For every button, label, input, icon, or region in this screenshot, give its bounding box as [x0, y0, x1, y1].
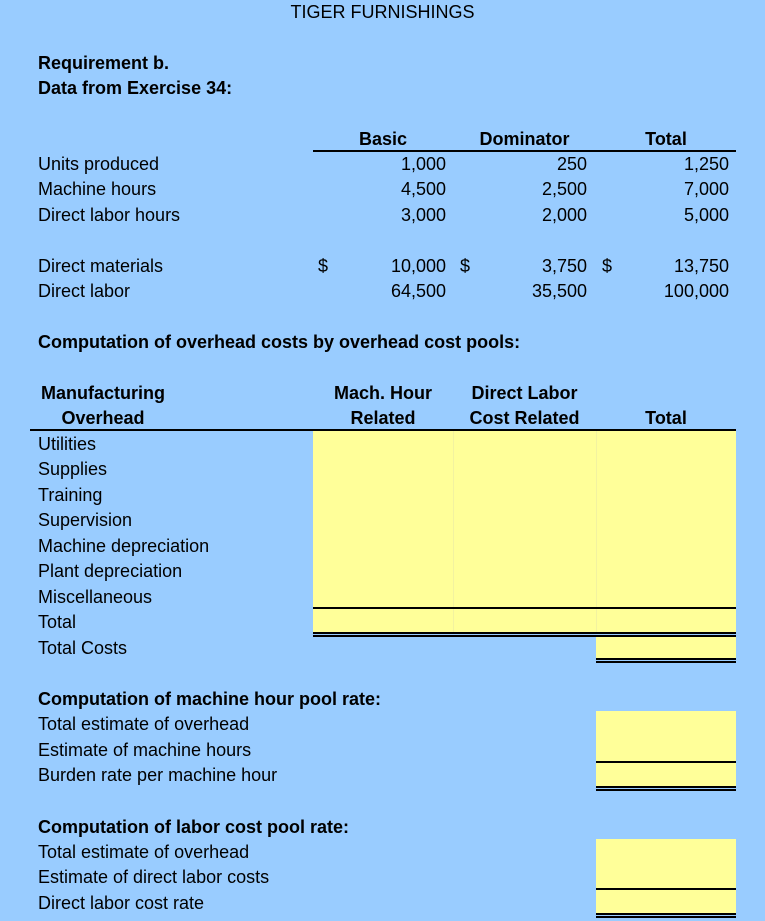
machine-rate-title: Computation of machine hour pool rate: — [38, 689, 381, 709]
dl-header-line1: Direct Labor — [471, 383, 578, 403]
machine-rate-row: Burden rate per machine hour — [38, 765, 278, 785]
cell-dominator: 35,500 — [531, 281, 587, 301]
overhead-section-title: Computation of overhead costs by overhead cost pools: — [38, 332, 521, 352]
row-label: Direct labor — [38, 281, 131, 301]
cell-dominator: 250 — [556, 154, 587, 174]
mfg-header-line1: Manufacturing — [41, 383, 165, 403]
requirement-label: Requirement b. — [38, 53, 170, 73]
total-costs-double-line — [596, 658, 736, 663]
data-source-label: Data from Exercise 34: — [38, 78, 233, 98]
cell-dominator: 3,750 — [541, 256, 587, 276]
currency-symbol: $ — [602, 256, 613, 276]
cell-basic: 4,500 — [400, 179, 446, 199]
labor-rate-row: Direct labor cost rate — [38, 893, 205, 913]
currency-symbol: $ — [318, 256, 329, 276]
header-underline — [313, 150, 736, 152]
cell-total: 1,250 — [683, 154, 729, 174]
cell-basic: 1,000 — [400, 154, 446, 174]
cell-total: 5,000 — [683, 205, 729, 225]
col-header-basic: Basic — [358, 129, 408, 149]
list-item: Miscellaneous — [38, 587, 153, 607]
grid-divider — [453, 431, 454, 607]
machine-rate-double-line — [596, 786, 736, 791]
labor-rate-row: Estimate of direct labor costs — [38, 867, 270, 887]
total-costs-label: Total Costs — [38, 638, 128, 658]
dl-header-line2: Cost Related — [469, 408, 580, 428]
row-label: Direct materials — [38, 256, 164, 276]
page-title: TIGER FURNISHINGS — [290, 2, 475, 22]
overhead-total-label: Total — [38, 612, 77, 632]
row-label: Direct labor hours — [38, 205, 181, 225]
overhead-total-input[interactable] — [313, 609, 736, 632]
mach-header-line2: Related — [350, 408, 416, 428]
cell-basic: 64,500 — [390, 281, 446, 301]
machine-rate-row: Estimate of machine hours — [38, 740, 252, 760]
list-item: Machine depreciation — [38, 536, 210, 556]
labor-rate-title: Computation of labor cost pool rate: — [38, 817, 349, 837]
cell-basic: 10,000 — [390, 256, 446, 276]
grid-divider — [596, 431, 597, 607]
cell-total: 100,000 — [663, 281, 729, 301]
labor-rate-result-input[interactable] — [596, 890, 736, 913]
mach-header-line1: Mach. Hour — [333, 383, 432, 403]
list-item: Plant depreciation — [38, 561, 183, 581]
machine-rate-input[interactable] — [596, 711, 736, 761]
labor-rate-row: Total estimate of overhead — [38, 842, 250, 862]
list-item: Training — [38, 485, 103, 505]
grid-divider — [596, 609, 597, 632]
total-header: Total — [645, 408, 687, 428]
col-header-total: Total — [645, 129, 687, 149]
overhead-input-area[interactable] — [313, 431, 736, 607]
currency-symbol: $ — [460, 256, 471, 276]
machine-rate-result-input[interactable] — [596, 763, 736, 786]
list-item: Utilities — [38, 434, 97, 454]
machine-rate-row: Total estimate of overhead — [38, 714, 250, 734]
list-item: Supplies — [38, 459, 108, 479]
labor-rate-double-line — [596, 913, 736, 918]
total-costs-input[interactable] — [596, 637, 736, 658]
grid-divider — [453, 609, 454, 632]
row-label: Units produced — [38, 154, 160, 174]
cell-basic: 3,000 — [400, 205, 446, 225]
mfg-header-line2: Overhead — [61, 408, 145, 428]
row-label: Machine hours — [38, 179, 157, 199]
cell-total: 13,750 — [673, 256, 729, 276]
cell-dominator: 2,500 — [541, 179, 587, 199]
list-item: Supervision — [38, 510, 133, 530]
labor-rate-input[interactable] — [596, 839, 736, 888]
col-header-dominator: Dominator — [479, 129, 570, 149]
cell-total: 7,000 — [683, 179, 729, 199]
cell-dominator: 2,000 — [541, 205, 587, 225]
